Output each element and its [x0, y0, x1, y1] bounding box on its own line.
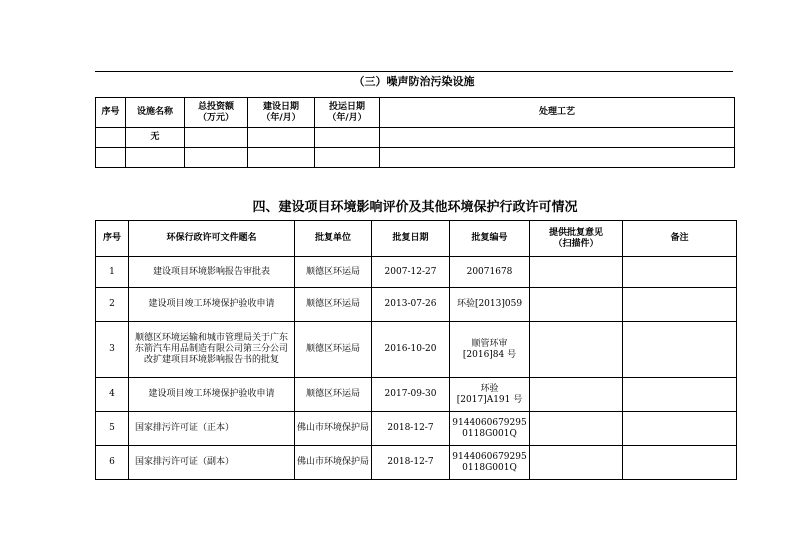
table-row	[96, 128, 735, 148]
cell-seq: 2	[96, 288, 129, 322]
cell-num: 9144060679295 0118G001Q	[450, 446, 530, 480]
table-row	[96, 378, 737, 412]
cell-date: 2007-12-27	[372, 257, 450, 288]
cell-process	[380, 148, 735, 168]
col-name-header: 设施名称	[126, 98, 185, 128]
col-doc-header: 环保行政许可文件题名	[129, 221, 295, 257]
col-run-header: 投运日期 （年/月）	[315, 98, 380, 128]
cell-unit: 佛山市环境保护局	[295, 412, 372, 446]
table-row	[96, 446, 737, 480]
cell-name: 无	[126, 128, 185, 148]
col-seq-header: 序号	[96, 98, 126, 128]
cell-seq	[96, 148, 126, 168]
col-date-header: 批复日期	[372, 221, 450, 257]
col-seq-header: 序号	[96, 221, 129, 257]
cell-note	[623, 446, 737, 480]
section3-title: （三）噪声防治污染设施	[353, 75, 475, 88]
cell-unit: 佛山市环境保护局	[295, 446, 372, 480]
cell-note	[623, 257, 737, 288]
col-process-header: 处理工艺	[380, 98, 735, 128]
top-rule	[95, 71, 733, 72]
noise-facilities-table	[95, 97, 735, 168]
cell-run	[315, 148, 380, 168]
cell-opinion	[530, 322, 623, 378]
section4-title: 四、建设项目环境影响评价及其他环境保护行政许可情况	[252, 200, 578, 215]
cell-date: 2018-12-7	[372, 446, 450, 480]
cell-seq: 3	[96, 322, 129, 378]
cell-num: 环验[2013]059	[450, 288, 530, 322]
cell-doc: 国家排污许可证（正本）	[129, 412, 295, 446]
table-header-row	[96, 221, 737, 257]
cell-doc: 建设项目竣工环境保护验收申请	[129, 378, 295, 412]
cell-doc: 国家排污许可证（副本）	[129, 446, 295, 480]
cell-name	[126, 148, 185, 168]
cell-seq	[96, 128, 126, 148]
cell-seq: 6	[96, 446, 129, 480]
cell-opinion	[530, 446, 623, 480]
cell-note	[623, 412, 737, 446]
cell-seq: 4	[96, 378, 129, 412]
cell-seq: 5	[96, 412, 129, 446]
cell-invest	[185, 128, 248, 148]
table-row	[96, 148, 735, 168]
cell-unit: 顺德区环运局	[295, 257, 372, 288]
table-row	[96, 257, 737, 288]
cell-note	[623, 322, 737, 378]
cell-date: 2013-07-26	[372, 288, 450, 322]
cell-run	[315, 128, 380, 148]
cell-date: 2016-10-20	[372, 322, 450, 378]
table-header-row	[96, 98, 735, 128]
cell-build	[248, 128, 315, 148]
cell-num: 顺管环审 [2016]84 号	[450, 322, 530, 378]
cell-num: 环验 [2017]A191 号	[450, 378, 530, 412]
col-build-header: 建设日期 （年/月）	[248, 98, 315, 128]
cell-invest	[185, 148, 248, 168]
cell-opinion	[530, 412, 623, 446]
cell-process	[380, 128, 735, 148]
cell-note	[623, 378, 737, 412]
cell-date: 2017-09-30	[372, 378, 450, 412]
cell-doc: 建设项目竣工环境保护验收申请	[129, 288, 295, 322]
table-row	[96, 322, 737, 378]
cell-build	[248, 148, 315, 168]
cell-opinion	[530, 378, 623, 412]
table-row	[96, 412, 737, 446]
col-unit-header: 批复单位	[295, 221, 372, 257]
col-opinion-header: 提供批复意见 （扫描件）	[530, 221, 623, 257]
cell-doc: 建设项目环境影响报告审批表	[129, 257, 295, 288]
cell-unit: 顺德区环运局	[295, 322, 372, 378]
cell-num: 20071678	[450, 257, 530, 288]
col-invest-header: 总投资额 （万元）	[185, 98, 248, 128]
cell-num: 9144060679295 0118G001Q	[450, 412, 530, 446]
cell-note	[623, 288, 737, 322]
table-row	[96, 288, 737, 322]
cell-unit: 顺德区环运局	[295, 288, 372, 322]
cell-unit: 顺德区环运局	[295, 378, 372, 412]
cell-opinion	[530, 257, 623, 288]
permits-table	[95, 220, 737, 480]
cell-date: 2018-12-7	[372, 412, 450, 446]
cell-seq: 1	[96, 257, 129, 288]
cell-opinion	[530, 288, 623, 322]
col-num-header: 批复编号	[450, 221, 530, 257]
col-note-header: 备注	[623, 221, 737, 257]
cell-doc: 顺德区环境运输和城市管理局关于广东东箭汽车用品制造有限公司第三分公司改扩建项目环境影响报告书的批复	[129, 322, 295, 378]
